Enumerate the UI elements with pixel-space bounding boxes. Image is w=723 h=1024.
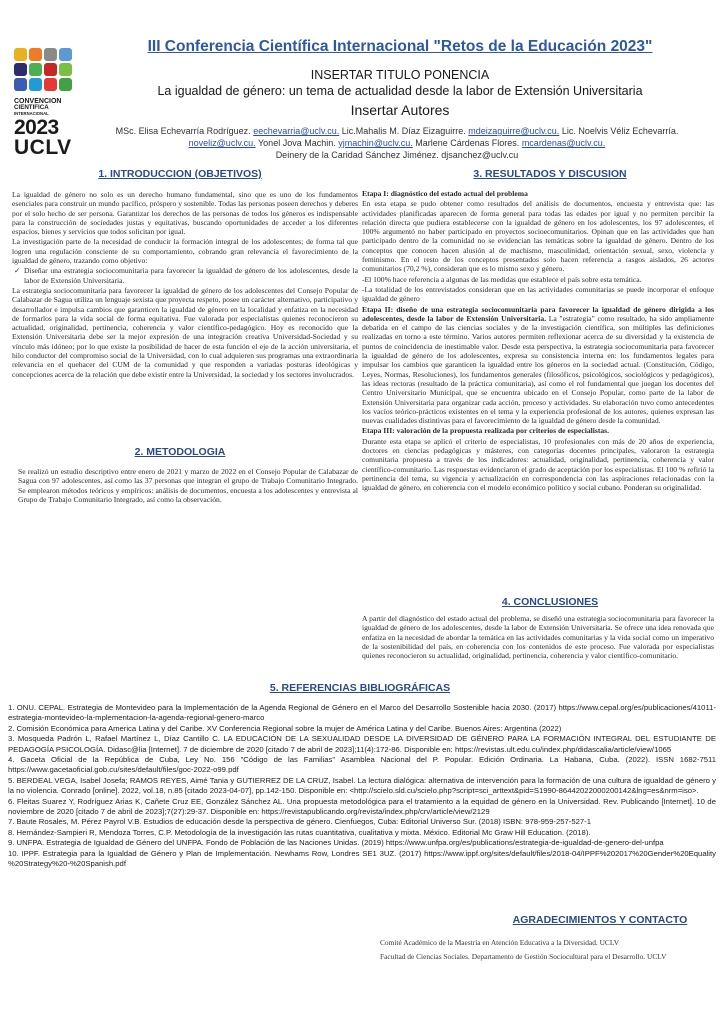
acknowledgement-line: Comité Académico de la Maestría en Atención Educativa a la Diversidad. UCLV [380, 938, 620, 947]
reference-item: 1. ONU. CEPAL. Estrategia de Montevideo para la Implementación de la Agenda Regional de Género en el Marco del Desarrollo Sostenible hacia 2030. (2017) https://www.cepal.org/es/publicaciones/41011-estrategia-montevideo-la-mplementacion-la-agenda-regional-genero-marco [8, 703, 716, 723]
logo-square [14, 63, 27, 76]
section-heading-resultados: 3. RESULTADOS Y DISCUSION [473, 168, 627, 180]
logo-square [14, 78, 27, 91]
reference-item: 8. Hernández-Sampieri R, Mendoza Torres, C.P. Metodología de la investigación las rutas cuantitativa, cualitativa y mixta. México. Editorial Mc Graw Hill Education. (2018). [8, 827, 591, 837]
resultados-body [362, 189, 714, 494]
section-heading-referencias: 5. REFERENCIAS BIBLIOGRÁFICAS [269, 682, 451, 694]
logo-text-line: CONVENCION [14, 98, 62, 105]
references-list [8, 703, 716, 870]
conference-title: III Conferencia Científica Internacional "Retos de la Educación 2023" [147, 38, 653, 55]
check-icon: ✓ [14, 266, 21, 276]
author-email-link[interactable]: mcardenas@uclv.cu. [521, 138, 606, 148]
logo-square [29, 78, 42, 91]
author-email: djsanchez@uclv.cu [441, 150, 519, 160]
intro-paragraph: La igualdad de género no solo es un derecho humano fundamental, sino que es uno de los fundamentos esenciales para construir un mundo pacífico, próspero y sostenible. Todas las personas poseen derechos y deberes por el solo hecho de ser persona. Garantizar los derechos de las personas de todos los géneros es indispensable para la construcción de sociedades justas y equitativas, buscando oportunidades de acceder a los diferentes espacios, bienes y servicios que todos solicitan por igual. [12, 190, 358, 237]
author-email-link[interactable]: yjmachin@uclv.cu. [338, 138, 413, 148]
logo-square [29, 63, 42, 76]
logo-text-line: INTERNACIONAL [14, 111, 49, 116]
conference-logo [14, 48, 72, 158]
reference-item: 7. Baute Rosales, M. Pérez Payrol V.B. Estudios de educación desde la perspectiva de género. Cienfuegos, Cuba: Editorial Universo Sur. (2018) ISBN: 978-959-257-527-1 [8, 817, 592, 827]
intro-body [12, 190, 358, 380]
conclusiones-paragraph: A partir del diagnóstico del estado actual del problema, se diseñó una estrategia sociocomunitaria para favorecer la igualdad de género de los adolescentes, desde la labor de Extensión Universitaria. Se ofrece una idea renovada que enfatiza en la necesidad de abordar la temática en las actividades comunitarias y la vida social como un imperativo de la sostenibilidad del país, en coherencia con los contenidos de este proceso. Fue valorada por especialistas quienes reconocieron su actualidad, originalidad, pertinencia, coherencia y valor científico-comunitario. [362, 614, 714, 661]
authors-list [92, 125, 702, 161]
objective-text: Diseñar una estrategia sociocomunitaria para favorecer la igualdad de género de los adolescentes, desde la labor de Extensión Universitaria. [24, 266, 358, 285]
insert-authors-label: Insertar Autores [350, 102, 450, 118]
author-name: Lic. Noelvis Véliz Echevarría. [561, 126, 679, 136]
resultados-paragraph: Durante esta etapa se aplicó el criterio de especialistas, 10 profesionales con más de 20 años de experiencia, doctores en ciencias pedagógicas y másteres, con categorías docentes principales, valoraron la estrategia comunitaria propuesta a través de los indicadores: actualidad, originalidad, pertinencia, coherencia y valor científico-comunitario. Las respuestas evidenciaron el grado de aceptación por los especialistas. El 100 % refirió la pertinencia del tema, su vigencia y actualización en correspondencia con las aspiraciones relacionadas con la igualdad de género, en coherencia con el modelo económico político y social cubano. Ponderan su originalidad. [362, 436, 714, 493]
etapa-title: Etapa II: diseño de una estrategia sociocomunitaria para favorecer la igualdad de género dirigida a los adolescentes, desde la labor de Extensión Universitaria. [362, 304, 714, 323]
logo-square [44, 78, 57, 91]
acknowledgements-list [380, 936, 715, 964]
reference-item: 6. Fleitas Suarez Y, Rodríguez Arias K, Cañete Cruz EE, González Sánchez AL. Una propuesta metodológica para el tratamiento a la equidad de género en la Universidad. Rev. Publicando [Internet]. 10 de noviembre de 2020 [citado 7 de abril de 2023];7(27):29-37. Disponible en: https://revistapublicando.org/revista/index.php/crv/article/view/2129 [8, 796, 716, 817]
reference-item: 10. IPPF. Estrategia para la Igualdad de Género y Plan de Implementación. Newhams Row, Londres SE1 3UZ. (2017) https://www.ippf.org/sites/default/files/2018-04/IPPF%202017%20Gender%20Equality %20Strategy%20-%20Spanish.pdf [8, 848, 716, 869]
etapa-title: Etapa III: valoración de la propuesta realizada por criterios de especialistas. [362, 426, 609, 436]
acknowledgement-line: Facultad de Ciencias Sociales. Departamento de Gestión Sociocultural para el Desarrollo. UCLV [380, 952, 667, 961]
section-heading-introduccion: 1. INTRODUCCION (OBJETIVOS) [98, 168, 262, 180]
author-name: MSc. Elisa Echevarría Rodríguez. [115, 126, 251, 136]
resultados-paragraph: En esta etapa se pudo obtener como resultados del análisis de documentos, encuesta y entrevista que: las actividades planificadas aparecen de forma general para todas las edades por igual y no permiten percibir la relación directa que pudiera establecerse con la igualdad de género en los adolescentes, los 97 adolescentes, el 100% argumentó no haber participado en proyectos socioecomunitarios. Opinan que en las actividades que han participado dentro de la comunidad no se evidencian las temáticas sobre la igualdad de género. Dentro de los conceptos que conocen hacen alusión al de machismo, masculinidad, orientación sexual, sexo, violencia y feminismo. En el resto de los conceptos presentados solo hacen referencia a rasgos aislados, 26 actores comunitarios (70,2 %), consideran que es lo mismo sexo y género. [362, 199, 714, 274]
section-heading-agradecimientos: AGRADECIMIENTOS Y CONTACTO [512, 914, 688, 926]
logo-text-line: CIENTIFICA [14, 104, 49, 111]
logo-square [14, 48, 27, 61]
author-name: Deinery de la Caridad Sánchez Jiménez. [275, 150, 439, 160]
reference-item: 2. Comisión Económica para America Latina y del Caribe. XV Conferencia Regional sobre la mujer de América Latina y del Caribe. Buenos Aires: Argentina (2022) [8, 723, 562, 733]
logo-square [59, 78, 72, 91]
etapa-paragraph: Etapa II: diseño de una estrategia sociocomunitaria para favorecer la igualdad de género dirigida a los adolescentes, desde la labor de Extensión Universitaria. La "estrategia" como resultado, ha sido ampliamente debatida en el campo de las ciencias sociales y de la investigación científica, son múltiples las definiciones realizadas en torno a este término. Varios autores permiten reflexionar acerca de su diversidad y la existencia de puntos de coincidencia de inestimable valor. Desde esta perspectiva, la estrategia sociocomunitaria para favorecer la igualdad de género de los adolescentes, expresa su consistencia interna en: los fundamentos legales para impulsar los cambios que garanticen la igualdad entre los géneros en la sociedad actual. (Constitución, Código, Leyes, Normas, Resoluciones), los fundamentos generales (filosóficos, psicológicos, sociológicos y pedagógicos), las ideas rectoras (resultado de la práctica comunitaria), así como el rol fundamental que juegan los docentes del Centro Universitario Municipal, que se encuentra ubicado en el Consejo Popular, como parte de la labor de Extensión Universitaria para organizar cada acción, proceso y actividades. Su elaboración tuvo como antecedentes los vacíos teórico-prácticos existentes en el tema y la experiencia profesional de los autores, quienes expresan las nuevas cualidades distintivas para el favorecimiento de la igualdad de género desde la comunidad. [362, 304, 714, 426]
logo-square [59, 63, 72, 76]
author-name: Lic.Mahalis M. Díaz Eizaguirre. [341, 126, 466, 136]
reference-item: 3. Mosqueda Padrón L, Rafael Martínez L, Díaz Cantillo C. LA EDUCACIÓN DE LA SEXUALIDAD DESDE LA DIVERSIDAD DE GÉNERO PARA LA FORMACIÓN INTEGRAL DEL ESTUDIANTE DE PEDAGOGÍA PSICOLOGÍA. Didasc@lia [Internet]. 7 de diciembre de 2020 [citado 7 de abril de 2023];11(4):172-86. Disponible en: https://revistas.ult.edu.cu/index.php/didascalia/article/view/1065 [8, 734, 716, 754]
logo-year: 2023 [14, 116, 59, 139]
metodologia-paragraph: Se realizó un estudio descriptivo entre enero de 2021 y marzo de 2022 en el Consejo Popular de Calabazar de Sagua con 97 adolescentes, así como las 37 personas que integran el grupo de Trabajo Comunitario Integrado. Se emplearon métodos teóricos y empíricos: análisis de documentos, encuesta a los adolescentes y entrevista al Grupo de Trabajo Comunitario Integrado, así como la observación. [18, 467, 358, 504]
logo-square [29, 48, 42, 61]
logo-university: UCLV [14, 136, 72, 159]
logo-square [59, 48, 72, 61]
author-name: Yonel Jova Machin. [258, 138, 336, 148]
intro-paragraph: La investigación parte de la necesidad de conducir la formación integral de los adolescentes; de forma tal que logren una regulación consciente de su comportamiento, cobrando gran relevancia el favorecimiento de la igualdad de género, trazando como objetivo: [12, 237, 358, 266]
section-heading-conclusiones: 4. CONCLUSIONES [501, 596, 599, 608]
reference-item: 9. UNFPA. Estrategia de Igualdad de Género del UNFPA. Fondo de Población de las Naciones Unidas. (2019) https://www.unfpa.org/es/publications/estrategia-de-igualdad-de-genero-del-unfpa [8, 838, 664, 848]
section-heading-metodologia: 2. METODOLOGIA [134, 446, 226, 458]
author-email-link[interactable]: noveliz@uclv.cu. [188, 138, 256, 148]
conclusiones-body [362, 614, 714, 661]
resultados-paragraph: -El 100% hace referencia a algunas de las medidas que establece el país sobre esta temática. [362, 274, 642, 284]
reference-item: 5. BERDEAL VEGA, Isabel Josefa; RAMOS REYES, Aimé Tania y GUTIERREZ DE LA CRUZ, Isabel. La lectura dialógica: alternativa de intervención para la formación de una cultura de igualdad de género y la no violencia. Conrado [online]. 2022, vol.18, n.85 [citado 2023-04-07], pp.142-150. Disponible en: <http://scielo.sld.cu/scielo.php?script=sci_arttext&pid=S1990-86442022000200142&lng=es&nrm=iso>. [8, 775, 716, 796]
objective-bullet [12, 266, 358, 285]
author-email-link[interactable]: mdeizaguirre@uclv.cu. [468, 126, 560, 136]
metodologia-body [18, 467, 358, 505]
insert-title-label: INSERTAR TITULO PONENCIA [310, 68, 490, 82]
author-email-link[interactable]: eechevarria@uclv.cu. [253, 126, 340, 136]
author-name: Marlene Cárdenas Flores. [415, 138, 520, 148]
etapa-title: Etapa I: diagnóstico del estado actual del problema [362, 189, 528, 198]
resultados-paragraph: -La totalidad de los entrevistados consideran que en las actividades comunitarias se puede incorporar el enfoque igualdad de género [362, 284, 714, 304]
logo-square [44, 63, 57, 76]
intro-paragraph: La estrategia sociocomunitaria para favorecer la igualdad de género de los adolescentes del Consejo Popular de Calabazar de Sagua utiliza un lenguaje sexista que proyecta respeto, posee un carácter alternativo, participativo y desarrollador e impulsa cambios que garanticen la igualdad de género en la localidad y enfatiza en la necesidad de formarlos para la vida social de forma equitativa. Fue valorada por especialistas quienes reconocieron su actualidad, originalidad, pertinencia, coherencia y valor científico-pedagógico. Hoy es reconocido que la Extensión Universitaria debe ser la mejor expresión de una integración creativa Universidad-Sociedad y su vínculo más idóneo; por lo que existe la posibilidad de hacer de esta función el eje de la acción universitaria, el hilo conductor del compromiso social de la Universidad, con lo cual adquieren sus programas una extraordinaria relevancia en el quehacer del CUM de la comunidad y que responden a variadas posturas ideológicas y concepciones acerca de la relación que debe existir entre la Universidad, la sociedad y los sectores involucrados. [12, 285, 358, 379]
paper-title: La igualdad de género: un tema de actualidad desde la labor de Extensión Universitaria [157, 84, 643, 98]
logo-square [44, 48, 57, 61]
reference-item: 4. Gaceta Oficial de la República de Cuba, Ley No. 156 "Código de las Familias" Asamblea Nacional del P. Popular. Edición Ordinaria. La Habana, Cuba. (2022). ISSN 1682-7511 https://www.gacetaoficial.gob.cu/sites/default/files/goc-2022-o99.pdf [8, 755, 716, 775]
